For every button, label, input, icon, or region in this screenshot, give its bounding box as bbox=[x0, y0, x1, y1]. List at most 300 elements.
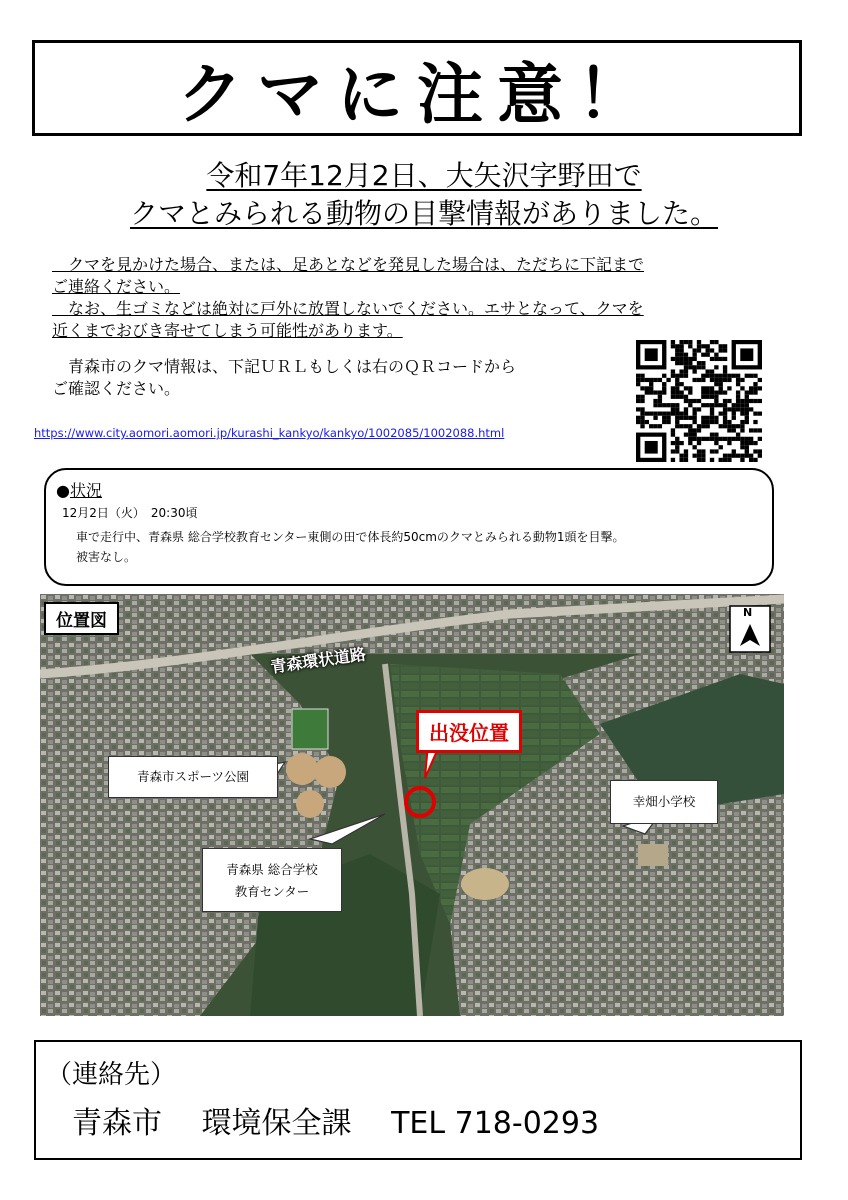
qr-module bbox=[701, 420, 705, 424]
qr-module bbox=[753, 390, 757, 394]
qr-module bbox=[692, 412, 696, 416]
qr-module bbox=[719, 437, 723, 441]
qr-module bbox=[714, 378, 718, 382]
qr-module bbox=[706, 386, 710, 390]
qr-module bbox=[749, 407, 753, 411]
qr-module bbox=[740, 458, 744, 462]
qr-module bbox=[692, 357, 696, 361]
qr-module bbox=[753, 420, 757, 424]
qr-module bbox=[653, 378, 657, 382]
qr-module bbox=[679, 374, 683, 378]
qr-module bbox=[714, 416, 718, 420]
qr-module bbox=[706, 374, 710, 378]
qr-module bbox=[662, 382, 666, 386]
qr-module bbox=[723, 420, 727, 424]
qr-module bbox=[701, 374, 705, 378]
qr-module bbox=[697, 449, 701, 453]
qr-module bbox=[753, 374, 757, 378]
qr-module bbox=[710, 403, 714, 407]
qr-module bbox=[719, 390, 723, 394]
qr-module bbox=[701, 390, 705, 394]
qr-module bbox=[684, 369, 688, 373]
qr-module bbox=[675, 348, 679, 352]
qr-module bbox=[727, 374, 731, 378]
qr-module bbox=[679, 454, 683, 458]
qr-module bbox=[636, 382, 640, 386]
qr-module bbox=[697, 365, 701, 369]
qr-module bbox=[719, 412, 723, 416]
qr-module bbox=[692, 416, 696, 420]
qr-module bbox=[723, 374, 727, 378]
qr-module bbox=[753, 382, 757, 386]
qr-module bbox=[710, 420, 714, 424]
qr-module bbox=[740, 399, 744, 403]
qr-module bbox=[732, 374, 736, 378]
qr-module bbox=[723, 407, 727, 411]
qr-module bbox=[675, 386, 679, 390]
qr-module bbox=[697, 441, 701, 445]
qr-module bbox=[671, 458, 675, 462]
qr-module bbox=[749, 441, 753, 445]
qr-code[interactable] bbox=[636, 340, 762, 462]
qr-module bbox=[732, 424, 736, 428]
qr-module bbox=[714, 433, 718, 437]
qr-module bbox=[732, 416, 736, 420]
qr-module bbox=[658, 412, 662, 416]
qr-module bbox=[636, 420, 640, 424]
qr-module bbox=[679, 348, 683, 352]
qr-module bbox=[749, 458, 753, 462]
qr-module bbox=[710, 407, 714, 411]
qr-module bbox=[662, 390, 666, 394]
title-box bbox=[32, 40, 802, 136]
qr-module bbox=[671, 357, 675, 361]
qr-module bbox=[662, 412, 666, 416]
qr-module bbox=[640, 395, 644, 399]
center-callout bbox=[202, 848, 342, 912]
qr-module bbox=[671, 374, 675, 378]
qr-module bbox=[745, 412, 749, 416]
qr-module bbox=[736, 403, 740, 407]
qr-module bbox=[688, 344, 692, 348]
qr-module bbox=[675, 357, 679, 361]
qr-module bbox=[740, 445, 744, 449]
qr-module bbox=[740, 378, 744, 382]
qr-module bbox=[701, 449, 705, 453]
qr-module bbox=[675, 449, 679, 453]
qr-module bbox=[675, 374, 679, 378]
qr-module bbox=[688, 441, 692, 445]
headline-line-1 bbox=[20, 158, 828, 194]
qr-module bbox=[710, 374, 714, 378]
qr-module bbox=[684, 386, 688, 390]
qr-module bbox=[684, 395, 688, 399]
qr-module bbox=[675, 407, 679, 411]
qr-module bbox=[714, 395, 718, 399]
qr-finder bbox=[645, 441, 658, 454]
qr-module bbox=[688, 357, 692, 361]
qr-module bbox=[684, 353, 688, 357]
qr-module bbox=[723, 344, 727, 348]
qr-module bbox=[697, 454, 701, 458]
qr-module bbox=[714, 403, 718, 407]
status-box bbox=[44, 468, 774, 586]
qr-module bbox=[658, 390, 662, 394]
center-callout-line1: 青森県 総合学校 bbox=[226, 862, 318, 877]
qr-module bbox=[645, 386, 649, 390]
qr-module bbox=[679, 357, 683, 361]
qr-module bbox=[684, 357, 688, 361]
qr-module bbox=[679, 382, 683, 386]
qr-module bbox=[732, 454, 736, 458]
qr-module bbox=[675, 382, 679, 386]
qr-module bbox=[736, 390, 740, 394]
qr-module bbox=[745, 420, 749, 424]
qr-module bbox=[740, 424, 744, 428]
qr-module bbox=[684, 454, 688, 458]
park-callout: 青森市スポーツ公園 bbox=[108, 756, 278, 798]
qr-module bbox=[736, 378, 740, 382]
qr-module bbox=[645, 420, 649, 424]
qr-module bbox=[710, 433, 714, 437]
qr-module bbox=[679, 412, 683, 416]
qr-module bbox=[736, 407, 740, 411]
qr-module bbox=[692, 420, 696, 424]
status-damage: 被害なし。 bbox=[76, 550, 137, 564]
qr-module bbox=[692, 433, 696, 437]
center-callout-line2: 教育センター bbox=[234, 884, 310, 899]
qr-module bbox=[640, 386, 644, 390]
qr-module bbox=[758, 412, 762, 416]
qr-module bbox=[640, 374, 644, 378]
qr-module bbox=[649, 424, 653, 428]
qr-module bbox=[753, 449, 757, 453]
qr-module bbox=[640, 424, 644, 428]
qr-module bbox=[636, 416, 640, 420]
qr-module bbox=[675, 420, 679, 424]
qr-module bbox=[701, 365, 705, 369]
qr-module bbox=[710, 378, 714, 382]
qr-module bbox=[688, 390, 692, 394]
qr-module bbox=[723, 378, 727, 382]
qr-module bbox=[706, 390, 710, 394]
qr-module bbox=[649, 382, 653, 386]
qr-module bbox=[719, 445, 723, 449]
qr-module bbox=[671, 395, 675, 399]
qr-module bbox=[758, 386, 762, 390]
qr-module bbox=[688, 433, 692, 437]
qr-module bbox=[666, 378, 670, 382]
qr-module bbox=[701, 454, 705, 458]
qr-module bbox=[714, 390, 718, 394]
headline-text-2: クマとみられる動物の目撃情報がありました。 bbox=[129, 197, 718, 230]
qr-module bbox=[697, 378, 701, 382]
qr-module bbox=[753, 458, 757, 462]
qr-module bbox=[679, 424, 683, 428]
qr-module bbox=[736, 437, 740, 441]
qr-module bbox=[679, 344, 683, 348]
qr-module bbox=[679, 340, 683, 344]
qr-module bbox=[753, 399, 757, 403]
qr-module bbox=[692, 348, 696, 352]
qr-module bbox=[723, 416, 727, 420]
qr-module bbox=[679, 395, 683, 399]
qr-module bbox=[727, 399, 731, 403]
qr-module bbox=[692, 445, 696, 449]
qr-module bbox=[701, 395, 705, 399]
status-heading bbox=[56, 478, 102, 501]
qr-module bbox=[753, 441, 757, 445]
qr-module bbox=[749, 399, 753, 403]
qr-module bbox=[758, 428, 762, 432]
qr-module bbox=[719, 386, 723, 390]
qr-module bbox=[671, 386, 675, 390]
qr-module bbox=[710, 412, 714, 416]
qr-module bbox=[706, 348, 710, 352]
qr-module bbox=[666, 420, 670, 424]
qr-module bbox=[732, 403, 736, 407]
info-url-link[interactable]: https://www.city.aomori.aomori.jp/kurashi_kankyo/kankyo/1002085/1002088.html bbox=[34, 426, 505, 440]
qr-module bbox=[732, 437, 736, 441]
qr-module bbox=[666, 403, 670, 407]
qr-module bbox=[701, 424, 705, 428]
qr-module bbox=[688, 365, 692, 369]
sighting-label: 出没位置 bbox=[416, 710, 522, 753]
qr-module bbox=[745, 449, 749, 453]
qr-module bbox=[740, 407, 744, 411]
qr-module bbox=[675, 412, 679, 416]
qr-module bbox=[745, 407, 749, 411]
notice-p2-line1: なお、生ゴミなどは絶対に戸外に放置しないでください。エサとなって、クマを bbox=[52, 299, 644, 318]
qr-module bbox=[736, 399, 740, 403]
qr-module bbox=[710, 348, 714, 352]
qr-module bbox=[710, 390, 714, 394]
qr-module bbox=[727, 386, 731, 390]
notice-p1-line1: クマを見かけた場合、または、足あとなどを発見した場合は、ただちに下記まで bbox=[52, 255, 645, 274]
headline-text-1: 令和7年12月2日、大矢沢字野田で bbox=[206, 159, 642, 192]
qr-module bbox=[679, 416, 683, 420]
qr-module bbox=[701, 403, 705, 407]
qr-module bbox=[692, 407, 696, 411]
qr-module bbox=[653, 412, 657, 416]
qr-module bbox=[692, 365, 696, 369]
qr-module bbox=[723, 390, 727, 394]
qr-module bbox=[684, 399, 688, 403]
qr-module bbox=[688, 437, 692, 441]
qr-module bbox=[688, 428, 692, 432]
qr-module bbox=[732, 449, 736, 453]
qr-module bbox=[658, 395, 662, 399]
qr-module bbox=[675, 395, 679, 399]
qr-module bbox=[740, 420, 744, 424]
qr-module bbox=[692, 353, 696, 357]
qr-module bbox=[649, 378, 653, 382]
qr-module bbox=[710, 449, 714, 453]
qr-module bbox=[671, 407, 675, 411]
contact-heading: （連絡先） bbox=[46, 1060, 177, 1090]
qr-module bbox=[697, 458, 701, 462]
qr-module bbox=[745, 403, 749, 407]
qr-module bbox=[727, 441, 731, 445]
qr-module bbox=[692, 454, 696, 458]
qr-module bbox=[710, 357, 714, 361]
qr-module bbox=[719, 403, 723, 407]
qr-module bbox=[645, 390, 649, 394]
qr-module bbox=[675, 437, 679, 441]
qr-module bbox=[675, 441, 679, 445]
qr-module bbox=[758, 437, 762, 441]
qr-finder bbox=[645, 348, 658, 361]
qr-module bbox=[723, 399, 727, 403]
qr-module bbox=[740, 437, 744, 441]
qr-module bbox=[710, 437, 714, 441]
qr-module bbox=[749, 437, 753, 441]
qr-module bbox=[675, 361, 679, 365]
qr-module bbox=[749, 374, 753, 378]
qr-module bbox=[723, 403, 727, 407]
qr-module bbox=[640, 378, 644, 382]
qr-module bbox=[723, 348, 727, 352]
qr-module bbox=[714, 340, 718, 344]
qr-module bbox=[658, 399, 662, 403]
qr-module bbox=[675, 353, 679, 357]
qr-module bbox=[723, 412, 727, 416]
qr-module bbox=[640, 407, 644, 411]
qr-module bbox=[740, 403, 744, 407]
qr-module bbox=[697, 361, 701, 365]
qr-module bbox=[714, 399, 718, 403]
qr-module bbox=[706, 344, 710, 348]
location-map bbox=[40, 594, 784, 1016]
qr-module bbox=[706, 420, 710, 424]
qr-module bbox=[671, 428, 675, 432]
qr-module bbox=[636, 378, 640, 382]
page-title: クマに注意！ bbox=[177, 55, 657, 133]
qr-module bbox=[697, 428, 701, 432]
qr-module bbox=[706, 403, 710, 407]
qr-module bbox=[749, 454, 753, 458]
qr-module bbox=[662, 416, 666, 420]
qr-module bbox=[701, 458, 705, 462]
qr-module bbox=[740, 412, 744, 416]
map-title-label: 位置図 bbox=[44, 602, 119, 635]
qr-module bbox=[745, 441, 749, 445]
qr-module bbox=[701, 416, 705, 420]
qr-module bbox=[701, 437, 705, 441]
qr-module bbox=[692, 369, 696, 373]
info-line1: 青森市のクマ情報は、下記ＵＲＬもしくは右のＱＲコードから bbox=[52, 357, 517, 376]
qr-module bbox=[714, 449, 718, 453]
qr-module bbox=[736, 374, 740, 378]
qr-module bbox=[719, 344, 723, 348]
qr-module bbox=[692, 399, 696, 403]
qr-module bbox=[749, 390, 753, 394]
qr-module bbox=[723, 369, 727, 373]
qr-module bbox=[749, 386, 753, 390]
qr-module bbox=[675, 344, 679, 348]
qr-module bbox=[719, 458, 723, 462]
qr-module bbox=[684, 361, 688, 365]
qr-module bbox=[662, 386, 666, 390]
qr-module bbox=[710, 395, 714, 399]
qr-module bbox=[692, 437, 696, 441]
headline-line-2 bbox=[20, 196, 828, 232]
qr-module bbox=[736, 382, 740, 386]
qr-module bbox=[723, 424, 727, 428]
qr-module bbox=[697, 407, 701, 411]
qr-module bbox=[758, 449, 762, 453]
qr-module bbox=[727, 454, 731, 458]
qr-module bbox=[723, 458, 727, 462]
qr-module bbox=[688, 386, 692, 390]
qr-module bbox=[649, 412, 653, 416]
qr-module bbox=[714, 420, 718, 424]
notice-p2-line2: 近くまでおびき寄せてしまう可能性があります。 bbox=[52, 321, 403, 340]
qr-module bbox=[714, 382, 718, 386]
qr-module bbox=[671, 412, 675, 416]
qr-module bbox=[666, 416, 670, 420]
qr-module bbox=[666, 412, 670, 416]
qr-module bbox=[675, 416, 679, 420]
north-label: N bbox=[743, 606, 753, 619]
qr-module bbox=[719, 424, 723, 428]
qr-module bbox=[710, 416, 714, 420]
qr-module bbox=[675, 378, 679, 382]
qr-module bbox=[740, 386, 744, 390]
qr-module bbox=[714, 441, 718, 445]
contact-box bbox=[34, 1040, 802, 1160]
qr-module bbox=[671, 441, 675, 445]
qr-module bbox=[710, 340, 714, 344]
info-paragraph bbox=[52, 356, 622, 400]
qr-module bbox=[701, 361, 705, 365]
qr-module bbox=[719, 382, 723, 386]
qr-module bbox=[688, 416, 692, 420]
qr-module bbox=[719, 348, 723, 352]
qr-module bbox=[701, 344, 705, 348]
qr-module bbox=[684, 433, 688, 437]
qr-module bbox=[697, 424, 701, 428]
qr-module bbox=[723, 437, 727, 441]
qr-module bbox=[753, 386, 757, 390]
qr-module bbox=[679, 369, 683, 373]
qr-module bbox=[745, 437, 749, 441]
qr-module bbox=[701, 378, 705, 382]
qr-module bbox=[640, 420, 644, 424]
qr-module bbox=[636, 374, 640, 378]
qr-module bbox=[658, 424, 662, 428]
qr-module bbox=[749, 428, 753, 432]
qr-module bbox=[671, 340, 675, 344]
qr-module bbox=[658, 403, 662, 407]
qr-module bbox=[697, 399, 701, 403]
qr-module bbox=[640, 399, 644, 403]
contact-line: 青森市 環境保全課 TEL 718-0293 bbox=[72, 1106, 600, 1141]
qr-module bbox=[745, 445, 749, 449]
qr-module bbox=[723, 357, 727, 361]
qr-module bbox=[671, 344, 675, 348]
qr-module bbox=[636, 399, 640, 403]
status-heading-label: 状況 bbox=[69, 481, 102, 500]
qr-module bbox=[671, 369, 675, 373]
qr-module bbox=[653, 390, 657, 394]
qr-module bbox=[679, 361, 683, 365]
qr-module bbox=[649, 390, 653, 394]
qr-module bbox=[727, 378, 731, 382]
qr-module bbox=[688, 399, 692, 403]
qr-module bbox=[727, 407, 731, 411]
qr-module bbox=[719, 378, 723, 382]
